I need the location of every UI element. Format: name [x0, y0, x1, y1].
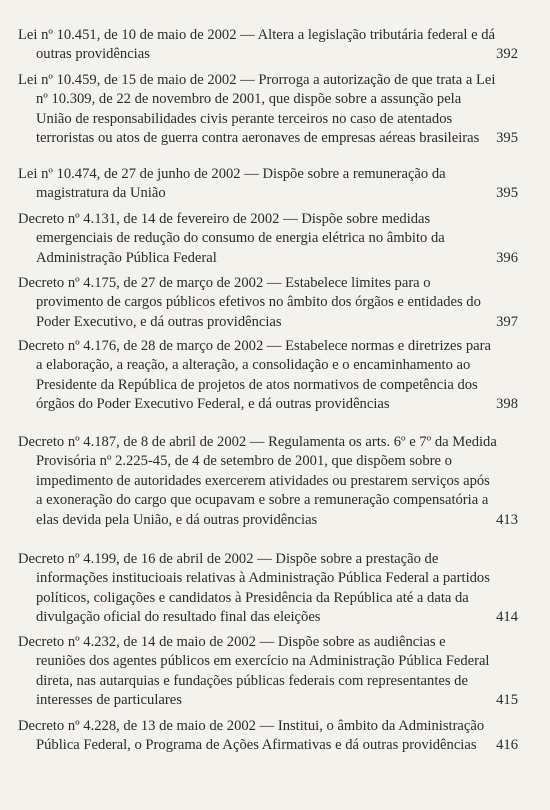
entry-text: Lei nº 10.459, de 15 de maio de 2002 — Prorroga a autorização de que trata a Lei nº 10.309, de 22 de novembro de 2001, que dispõe sobre a assunção pela União de responsabilidades civis perante terceiros no caso de atentados terroristas ou atos de guerra contra aeronaves de empresas aéreas brasileiras	[18, 72, 496, 147]
entry-page-number: 396	[496, 249, 518, 266]
entry-page-number: 413	[496, 511, 518, 528]
entry-page-number: 398	[496, 396, 518, 413]
entry-page-number: 416	[496, 737, 518, 754]
index-entry	[18, 274, 518, 332]
entry-text: Lei nº 10.451, de 10 de maio de 2002 — Altera a legislação tributária federal e dá outras providências	[18, 27, 496, 63]
index-entry	[18, 337, 518, 415]
entry-text: Decreto nº 4.131, de 14 de fevereiro de 2002 — Dispõe sobre medidas emergenciais de redução do consumo de energia elétrica no âmbito da Administração Pública Federal	[18, 211, 445, 266]
index-entry	[18, 165, 518, 204]
index-entry	[18, 633, 518, 711]
entry-page-number: 414	[496, 609, 518, 626]
index-entry	[18, 71, 518, 149]
index-entry	[18, 550, 518, 628]
entry-page-number: 392	[496, 46, 518, 63]
entry-page-number: 415	[496, 692, 518, 709]
index-entry	[18, 433, 518, 530]
entry-text: Lei nº 10.474, de 27 de junho de 2002 — Dispõe sobre a remuneração da magistratura da União	[18, 166, 446, 202]
entry-text: Decreto nº 4.175, de 27 de março de 2002 — Estabelece limites para o provimento de cargos públicos efetivos no âmbito dos órgãos e entidades do Poder Executivo, e dá outras providências	[18, 275, 481, 330]
entry-page-number: 397	[496, 313, 518, 330]
index-entry	[18, 26, 518, 65]
entry-text: Decreto nº 4.187, de 8 de abril de 2002 — Regulamenta os arts. 6º e 7º da Medida Provisória nº 2.225-45, de 4 de setembro de 2001, que dispõem sobre o impedimento de autoridades exercerem atividades ou prestarem serviços após a exoneração do cargo que ocupavam e sobre a remuneração compensatória a elas devida pela União, e dá outras providências	[18, 434, 497, 528]
entry-text: Decreto nº 4.176, de 28 de março de 2002 — Estabelece normas e diretrizes para a elaboração, a reação, a alteração, a consolidação e o encaminhamento ao Presidente da República de projetos de atos normativos de competência dos órgãos do Poder Executivo Federal, e dá outras providências	[18, 338, 491, 413]
index-entry	[18, 210, 518, 268]
entry-text: Decreto nº 4.228, de 13 de maio de 2002 — Institui, o âmbito da Administração Pública Federal, o Programa de Ações Afirmativas e dá outras providências	[18, 718, 485, 754]
entry-text: Decreto nº 4.232, de 14 de maio de 2002 — Dispõe sobre as audiências e reuniões dos agentes públicos em exercício na Administração Pública Federal direta, nas autarquias e fundações públicas federais com representantes de interesses de particulares	[18, 634, 490, 709]
entry-text: Decreto nº 4.199, de 16 de abril de 2002 — Dispõe sobre a prestação de informações institucioais relativas à Administração Pública Federal a partidos políticos, coligações e candidatos à Presidência da República até a data da divulgação oficial do resultado final das eleições	[18, 551, 490, 626]
index-entry	[18, 717, 518, 756]
entry-page-number: 395	[496, 185, 518, 202]
entry-page-number: 395	[496, 130, 518, 147]
